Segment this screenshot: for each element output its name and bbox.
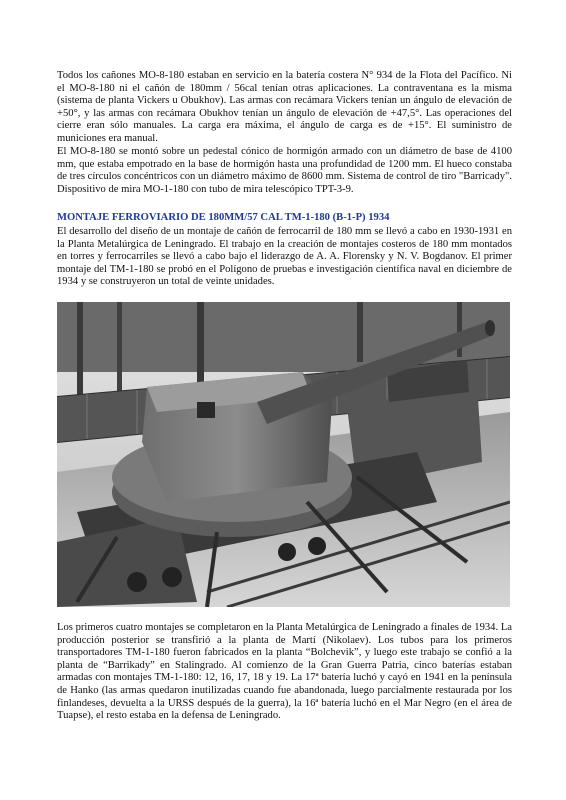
- section-heading: MONTAJE FERROVIARIO DE 180MM/57 CAL TM-1-180 (B-1-P) 1934: [57, 212, 390, 223]
- paragraph-mo-8-180-mount: El MO-8-180 se montó sobre un pedestal cónico de hormigón armado con un diámetro de base de 4100 mm, que estaba empotrado en la base de hormigón hasta una profundidad de 1200 mm. El hueco constaba de tres círculos concéntricos con un diámetro máximo de 8600 mm. Sistema de control de tiro "Barricady". Dispositivo de mira MO-1-180 con tubo de mira telescópico TPT-3-9.: [57, 146, 512, 195]
- paragraph-tm-1-180-development: El desarrollo del diseño de un montaje de cañón de ferrocarril de 180 mm se llevó a cabo en 1930-1931 en la Planta Metalúrgica de Leningrado. El trabajo en la creación de montajes costeros de 180 mm montados en torres y ferrocarriles se llevó a cabo bajo el liderazgo de A. A. Florensky y N. V. Bogdanov. El primer montaje del TM-1-180 se probó en el Polígono de pruebas e investigación científica naval en diciembre de 1934 y se construyeron un total de veinte unidades.: [57, 226, 512, 288]
- paragraph-tm-1-180-production: Los primeros cuatro montajes se completaron en la Planta Metalúrgica de Leningrado a finales de 1934. La producción posterior se transfirió a la planta de Martí (Nikolaev). Los tubos para los primeros transportadores TM-1-180 fueron fabricados en la planta “Bolchevik”, y luego este trabajo se confió a la planta de “Barrikady” en Stalingrado. Al comienzo de la Gran Guerra Patria, cinco baterías estaban armadas con montajes TM-1-180: 12, 16, 17, 18 y 19. La 17ª batería luchó y cayó en 1941 en la península de Hanko (las armas quedaron inutilizadas cuando fue abandonada, luego parcialmente restaurada por los finlandeses, devuelta a la URSS después de la guerra), la 16ª batería luchó en el Mar Negro (en el área de Tuapse), el resto estaba en la defensa de Leningrado.: [57, 622, 512, 722]
- paragraph-mo-8-180-service: Todos los cañones MO-8-180 estaban en servicio en la batería costera N° 934 de la Flota del Pacífico. Ni el MO-8-180 ni el cañón de 180mm / 56cal tenían otras aplicaciones. La contraventana es la misma (sistema de planta Vickers u Obukhov). Las armas con recámara Vickers tenían un ángulo de elevación de +50°, y las armas con recámara Obukhov tenían un ángulo de elevación de +47,5°. Las operaciones del cierre eran sólo manuales. La carga era máxima, el ángulo de carga es de +15°. El suministro de municiones era manual.: [57, 70, 512, 144]
- railway-gun-photo: [57, 302, 510, 607]
